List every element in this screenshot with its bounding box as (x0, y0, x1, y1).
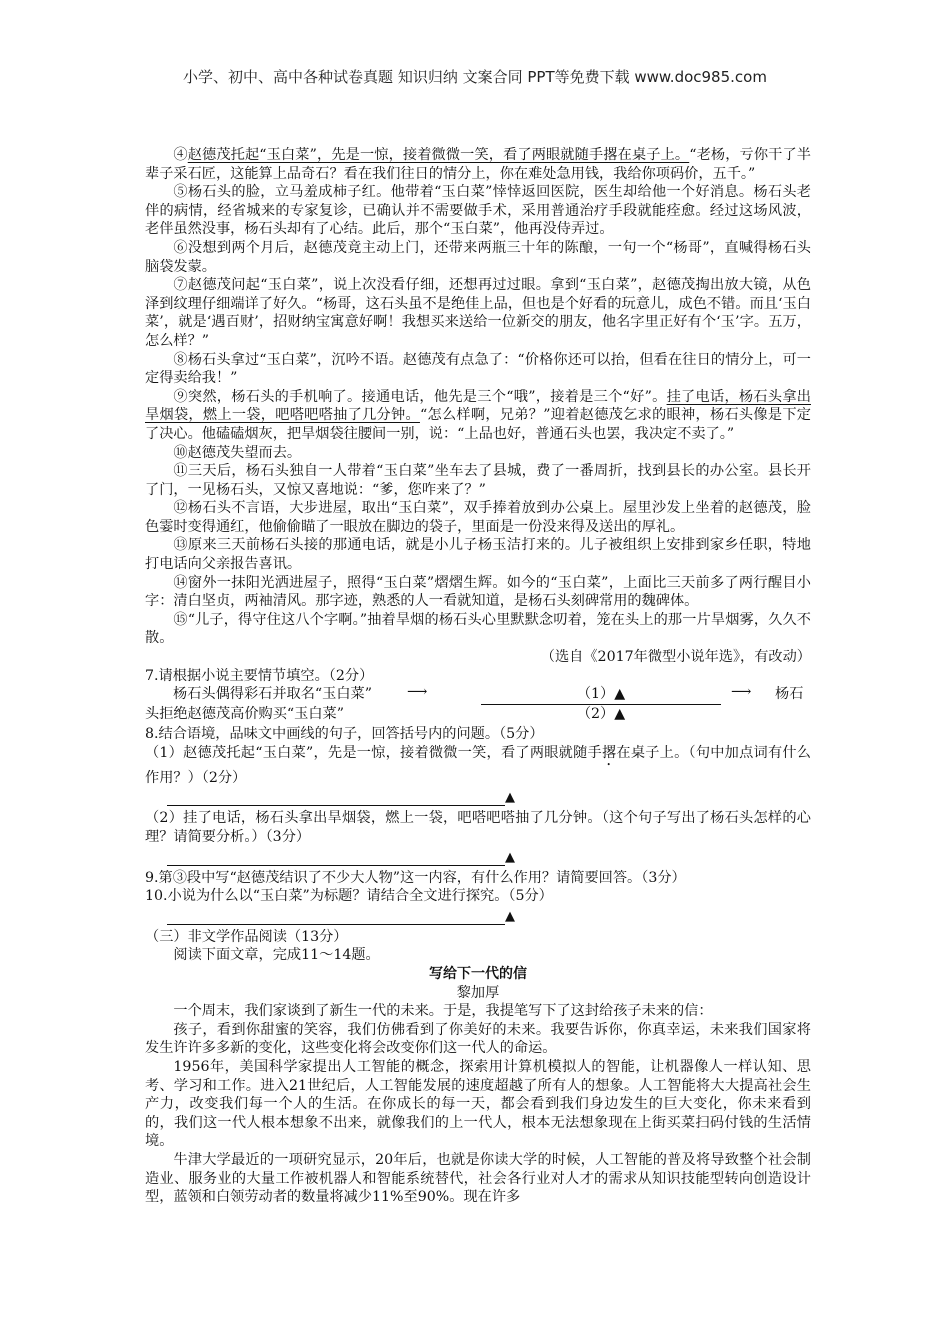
answer-line-8-2[interactable] (167, 849, 515, 866)
story-paragraph-5: ⑤杨石头的脸，立马羞成柿子红。他带着“玉白菜”悻悻返回医院，医生却给他一个好消息。杨石头老伴的病情，经省城来的专家复诊，已确认并不需要做手术，采用普通治疗手段就能痊愈。经过这场风波，老伴虽然没事，杨石头却有了心结。此后，那个“玉白菜”，他再没侍弄过。 (145, 184, 811, 238)
question-7-title: 7.请根据小说主要情节填空。（2分） (145, 667, 374, 684)
story-paragraph-14: ⑭窗外一抹阳光洒进屋子，照得“玉白菜”熠熠生辉。如今的“玉白菜”，上面比三天前多了两行醒目小字：清白坚贞，两袖清风。那字迹，熟悉的人一看就知道，是杨石头刻碑常用的魏碑体。 (145, 574, 811, 610)
underlined-sentence-2: 挂了电话，杨石头拿出旱烟袋，燃上一袋，吧嗒吧嗒抽了几分钟。 (145, 388, 811, 424)
story-paragraph-6: ⑥没想到两个月后，赵德茂竟主动上门，还带来两瓶三十年的陈酿，一句一个“杨哥”，直喊得杨石头脑袋发蒙。 (145, 239, 811, 275)
story-paragraph-4: ④赵德茂托起“玉白菜”，先是一惊，接着微微一笑，看了两眼就随手撂在桌子上。“老杨，亏你干了半辈子采石匠，这能算上品奇石？看在我们往日的情分上，你在难处急用钱，我给你项码价，五千。” (145, 147, 811, 182)
question-10: 10.小说为什么以“玉白菜”为标题？请结合全文进行探究。（5分） (145, 888, 553, 905)
q7-blank-2[interactable]: （2）▲ (576, 706, 626, 723)
answer-line-10[interactable] (167, 908, 515, 925)
story-paragraph-15: ⑮“儿子，得守住这八个字啊。”抽着旱烟的杨石头心里默默念叨着，笼在头上的那一片旱烟雾，久久不散。 (145, 611, 811, 647)
question-8-2: （2）挂了电话，杨石头拿出旱烟袋，燃上一袋，吧嗒吧嗒抽了几分钟。（这个句子写出了杨石头怎样的心理？请简要分析。）（3分） (145, 810, 811, 845)
article-paragraph-3: 1956年，美国科学家提出人工智能的概念，探索用计算机模拟人的智能，让机器像人一样认知、思考、学习和工作。进入21世纪后，人工智能发展的速度超越了所有人的想象。人工智能将大大提高社会生产力，改变我们每一个人的生活。在你成长的每一天，都会看到我们身边发生的巨大变化，你未来看到的，我们这一代人根本想象不出来，就像我们的上一代人，根本无法想象现在上街买菜扫码付钱的生活情境。 (145, 1058, 811, 1150)
story-paragraph-10: ⑩赵德茂失望而去。 (173, 444, 302, 461)
arrow-icon: ⟶ (407, 684, 428, 701)
question-7-line-2 (145, 705, 811, 725)
arrow-icon: ⟶ (731, 684, 752, 701)
article-paragraph-2: 孩子，看到你甜蜜的笑容，我们仿佛看到了你美好的未来。我要告诉你，你真幸运，未来我们国家将发生许许多多新的变化，这些变化将会改变你们这一代人的命运。 (145, 1021, 811, 1057)
story-paragraph-11: ⑪三天后，杨石头独自一人带着“玉白菜”坐车去了县城，费了一番周折，找到县长的办公室。县长开了门，一见杨石头，又惊又喜地说：“爹，您咋来了？” (145, 463, 811, 498)
question-7-line-1 (145, 685, 811, 705)
triangle-icon: ▲ (505, 908, 515, 924)
triangle-icon: ▲ (505, 849, 515, 865)
article-paragraph-1: 一个周末，我们家谈到了新生一代的未来。于是，我提笔写下了这封给孩子未来的信： (173, 1003, 713, 1020)
article-author: 黎加厚 (456, 984, 500, 1001)
section-3-instruction: 阅读下面文章，完成11～14题。 (173, 947, 380, 964)
q7-blank-1[interactable]: （1）▲ (481, 685, 721, 705)
answer-line-8-1[interactable] (167, 789, 515, 806)
story-source: （选自《2017年微型小说年选》，有改动） (540, 649, 811, 666)
document-body (145, 146, 811, 1207)
article-paragraph-4: 牛津大学最近的一项研究显示，20年后，也就是你读大学的时候，人工智能的普及将导致整个社会制造业、服务业的大量工作被机器人和智能系统替代，社会各行业对人才的需求从知识技能型转向创造设计型，蓝领和白领劳动者的数量将减少11%至90%。现在许多 (145, 1151, 811, 1206)
story-paragraph-8: ⑧杨石头拿过“玉白菜”，沉吟不语。赵德茂有点急了：“价格你还可以抬，但看在往日的情分上，可一定得卖给我！” (145, 351, 811, 387)
page-header: 小学、初中、高中各种试卷真题 知识归纳 文案合同 PPT等免费下载 www.doc985.com (183, 68, 767, 86)
question-8-title: 8.结合语境，品味文中画线的句子，回答括号内的问题。（5分） (145, 726, 544, 743)
section-3-heading: （三）非文学作品阅读（13分） (145, 928, 348, 945)
q7-line2-text: 头拒绝赵德茂高价购买“玉白菜” (145, 706, 344, 723)
triangle-icon: ▲ (505, 790, 515, 806)
question-8-1: （1）赵德茂托起“玉白菜”，先是一惊，接着微微一笑，看了两眼就随手撂在桌子上。（句中加点词有什么作用？）（2分） (145, 744, 811, 786)
story-paragraph-7: ⑦赵德茂问起“玉白菜”，说上次没看仔细，还想再过过眼。拿到“玉白菜”，赵德茂掏出放大镜，从色泽到纹理仔细端详了好久。“杨哥，这石头虽不是绝佳上品，但也是个好看的玩意儿，成色不错。而且‘玉白菜’，就是‘遇百财’，招财纳宝寓意好啊！我想买来送给一位新交的朋友，他名字里正好有个‘玉’字。五万，怎么样？” (145, 277, 811, 349)
story-paragraph-9: ⑨突然，杨石头的手机响了。接通电话，他先是三个“哦”，接着是三个“好”。挂了电话，杨石头拿出旱烟袋，燃上一袋，吧嗒吧嗒抽了几分钟。“怎么样啊，兄弟？”迎着赵德茂乞求的眼神，杨石头像是下定了决心。他磕磕烟灰，把旱烟袋往腰间一别，说：“上品也好，普通石头也罢，我决定不卖了。” (145, 388, 811, 442)
q7-end-text: 杨石 (775, 686, 804, 703)
question-9: 9.第③段中写“赵德茂结识了不少大人物”这一内容，有什么作用？请简要回答。（3分） (145, 869, 686, 886)
story-paragraph-13: ⑬原来三天前杨石头接的那通电话，就是小儿子杨玉洁打来的。儿子被组织上安排到家乡任职，特地打电话向父亲报告喜讯。 (145, 537, 811, 573)
q7-start-text: 杨石头偶得彩石并取名“玉白菜” (173, 686, 372, 703)
story-paragraph-12: ⑫杨石头不言语，大步进屋，取出“玉白菜”，双手捧着放到办公桌上。屋里沙发上坐着的赵德茂，脸色霎时变得通红，他偷偷瞄了一眼放在脚边的袋子，里面是一份没来得及送出的厚礼。 (145, 500, 811, 535)
article-title: 写给下一代的信 (429, 965, 527, 982)
dotted-word: 撂 (601, 744, 617, 761)
underlined-sentence-1: 赵德茂托起“玉白菜”，先是一惊，接着微微一笑，看了两眼就随手撂在桌子上。 (187, 147, 690, 163)
